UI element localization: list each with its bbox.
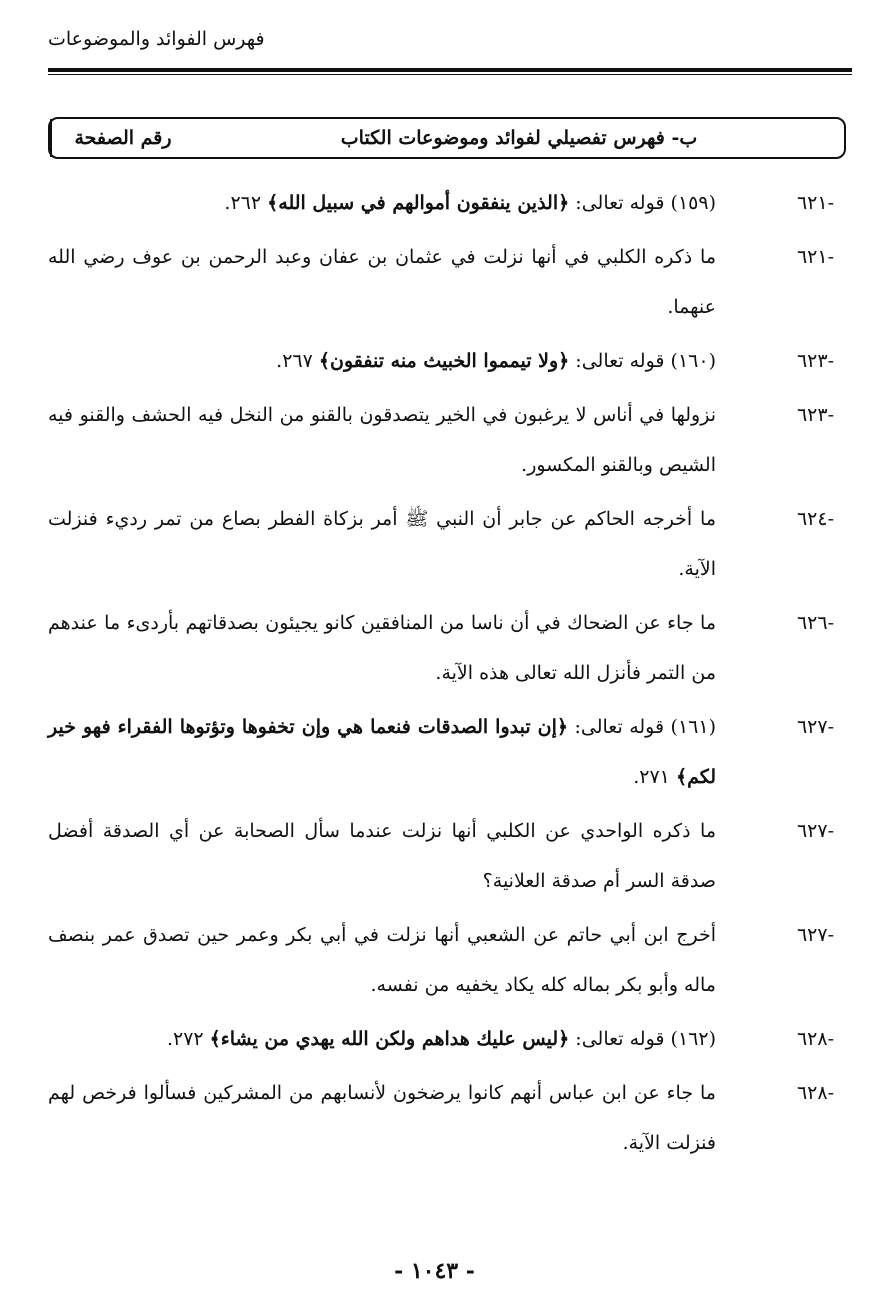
- entry-prefix: ما أخرجه الحاكم عن جابر أن النبي ﷺ أمر بزكاة الفطر بصاع من تمر رديء فنزلت الآية.: [48, 508, 716, 580]
- entry-text: [48, 232, 716, 332]
- entry-page-number: -٦٢٨: [796, 1028, 834, 1050]
- entry-page-number: -٦٢٣: [796, 404, 834, 426]
- quran-verse: ﴿ليس عليك هداهم ولكن الله يهدي من يشاء﴾: [209, 1028, 570, 1050]
- index-entry: [48, 910, 848, 1010]
- entry-page-number: -٦٢٦: [796, 612, 834, 634]
- index-entry: [48, 598, 848, 698]
- quran-verse: ﴿إن تبدوا الصدقات فنعما هي وإن تخفوها وتؤتوها الفقراء فهو خير لكم﴾: [48, 716, 716, 788]
- page-number-column-header: رقم الصفحة: [50, 119, 194, 157]
- entry-text: [48, 598, 716, 698]
- entry-prefix: (١٦٢) قوله تعالى:: [569, 1028, 716, 1050]
- index-entry: [48, 494, 848, 594]
- entry-prefix: ما ذكره الواحدي عن الكلبي أنها نزلت عندما سأل الصحابة عن أي الصدقة أفضل صدقة السر أم صدقة العلانية؟: [48, 820, 716, 892]
- index-entry: [48, 336, 848, 386]
- entry-prefix: نزولها في أناس لا يرغبون في الخير يتصدقون بالقنو من النخل فيه الحشف والقنو فيه الشيص وبالقنو المكسور.: [48, 404, 716, 476]
- entry-text: [48, 910, 716, 1010]
- index-entry: [48, 702, 848, 802]
- entry-prefix: ما جاء عن الضحاك في أن ناسا من المنافقين كانو يجيئون بصدقاتهم بأردىء ما عندهم من التمر فأنزل الله تعالى هذه الآية.: [48, 612, 716, 684]
- entry-text: [48, 702, 716, 802]
- index-title: ب- فهرس تفصيلي لفوائد وموضوعات الكتاب: [340, 127, 698, 149]
- entry-prefix: أخرج ابن أبي حاتم عن الشعبي أنها نزلت في أبي بكر وعمر حين تصدق عمر بنصف ماله وأبو بكر بماله كله يكاد يخفيه من نفسه.: [48, 924, 716, 996]
- quran-verse: ﴿ولا تيمموا الخبيث منه تنفقون﴾: [318, 350, 570, 372]
- entry-prefix: (١٦١) قوله تعالى:: [568, 716, 716, 738]
- entry-prefix: ما جاء عن ابن عباس أنهم كانوا يرضخون لأنسابهم من المشركين فسألوا فرخص لهم فنزلت الآية.: [48, 1082, 716, 1154]
- page-folio: - ١٠٤٣ -: [394, 1258, 475, 1284]
- index-entry: [48, 1068, 848, 1168]
- verse-number: ٢٦٢.: [224, 192, 268, 214]
- entry-text: [48, 1014, 716, 1064]
- entry-prefix: (١٥٩) قوله تعالى:: [569, 192, 716, 214]
- entry-page-number: -٦٢٣: [796, 350, 834, 372]
- header-rule-thin: [48, 74, 852, 75]
- index-entry: [48, 806, 848, 906]
- quran-verse: ﴿الذين ينفقون أموالهم في سبيل الله﴾: [267, 192, 570, 214]
- entry-text: [48, 494, 716, 594]
- entry-text: [48, 390, 716, 490]
- index-entry: [48, 178, 848, 228]
- entry-page-number: -٦٢٤: [796, 508, 834, 530]
- entry-prefix: (١٦٠) قوله تعالى:: [569, 350, 716, 372]
- entry-page-number: -٦٢٧: [796, 924, 834, 946]
- entry-prefix: ما ذكره الكلبي في أنها نزلت في عثمان بن عفان وعبد الرحمن بن عوف رضي الله عنهما.: [48, 246, 716, 318]
- index-table-header: [48, 117, 846, 159]
- entry-text: [48, 806, 716, 906]
- index-entry: [48, 1014, 848, 1064]
- entry-page-number: -٦٢٧: [796, 716, 834, 738]
- header-rule: [48, 68, 852, 72]
- entry-page-number: -٦٢١: [796, 192, 834, 214]
- running-head: فهرس الفوائد والموضوعات: [48, 28, 265, 50]
- entry-page-number: -٦٢١: [796, 246, 834, 268]
- entry-page-number: -٦٢٨: [796, 1082, 834, 1104]
- verse-number: ٢٧٢.: [166, 1028, 210, 1050]
- entry-text: [48, 1068, 716, 1168]
- entry-page-number: -٦٢٧: [796, 820, 834, 842]
- verse-number: ٢٦٧.: [276, 350, 319, 372]
- index-entry: [48, 232, 848, 332]
- entry-text: [48, 336, 716, 386]
- entry-text: [48, 178, 716, 228]
- index-entries: [48, 178, 848, 1172]
- verse-number: ٢٧١.: [633, 766, 676, 788]
- index-entry: [48, 390, 848, 490]
